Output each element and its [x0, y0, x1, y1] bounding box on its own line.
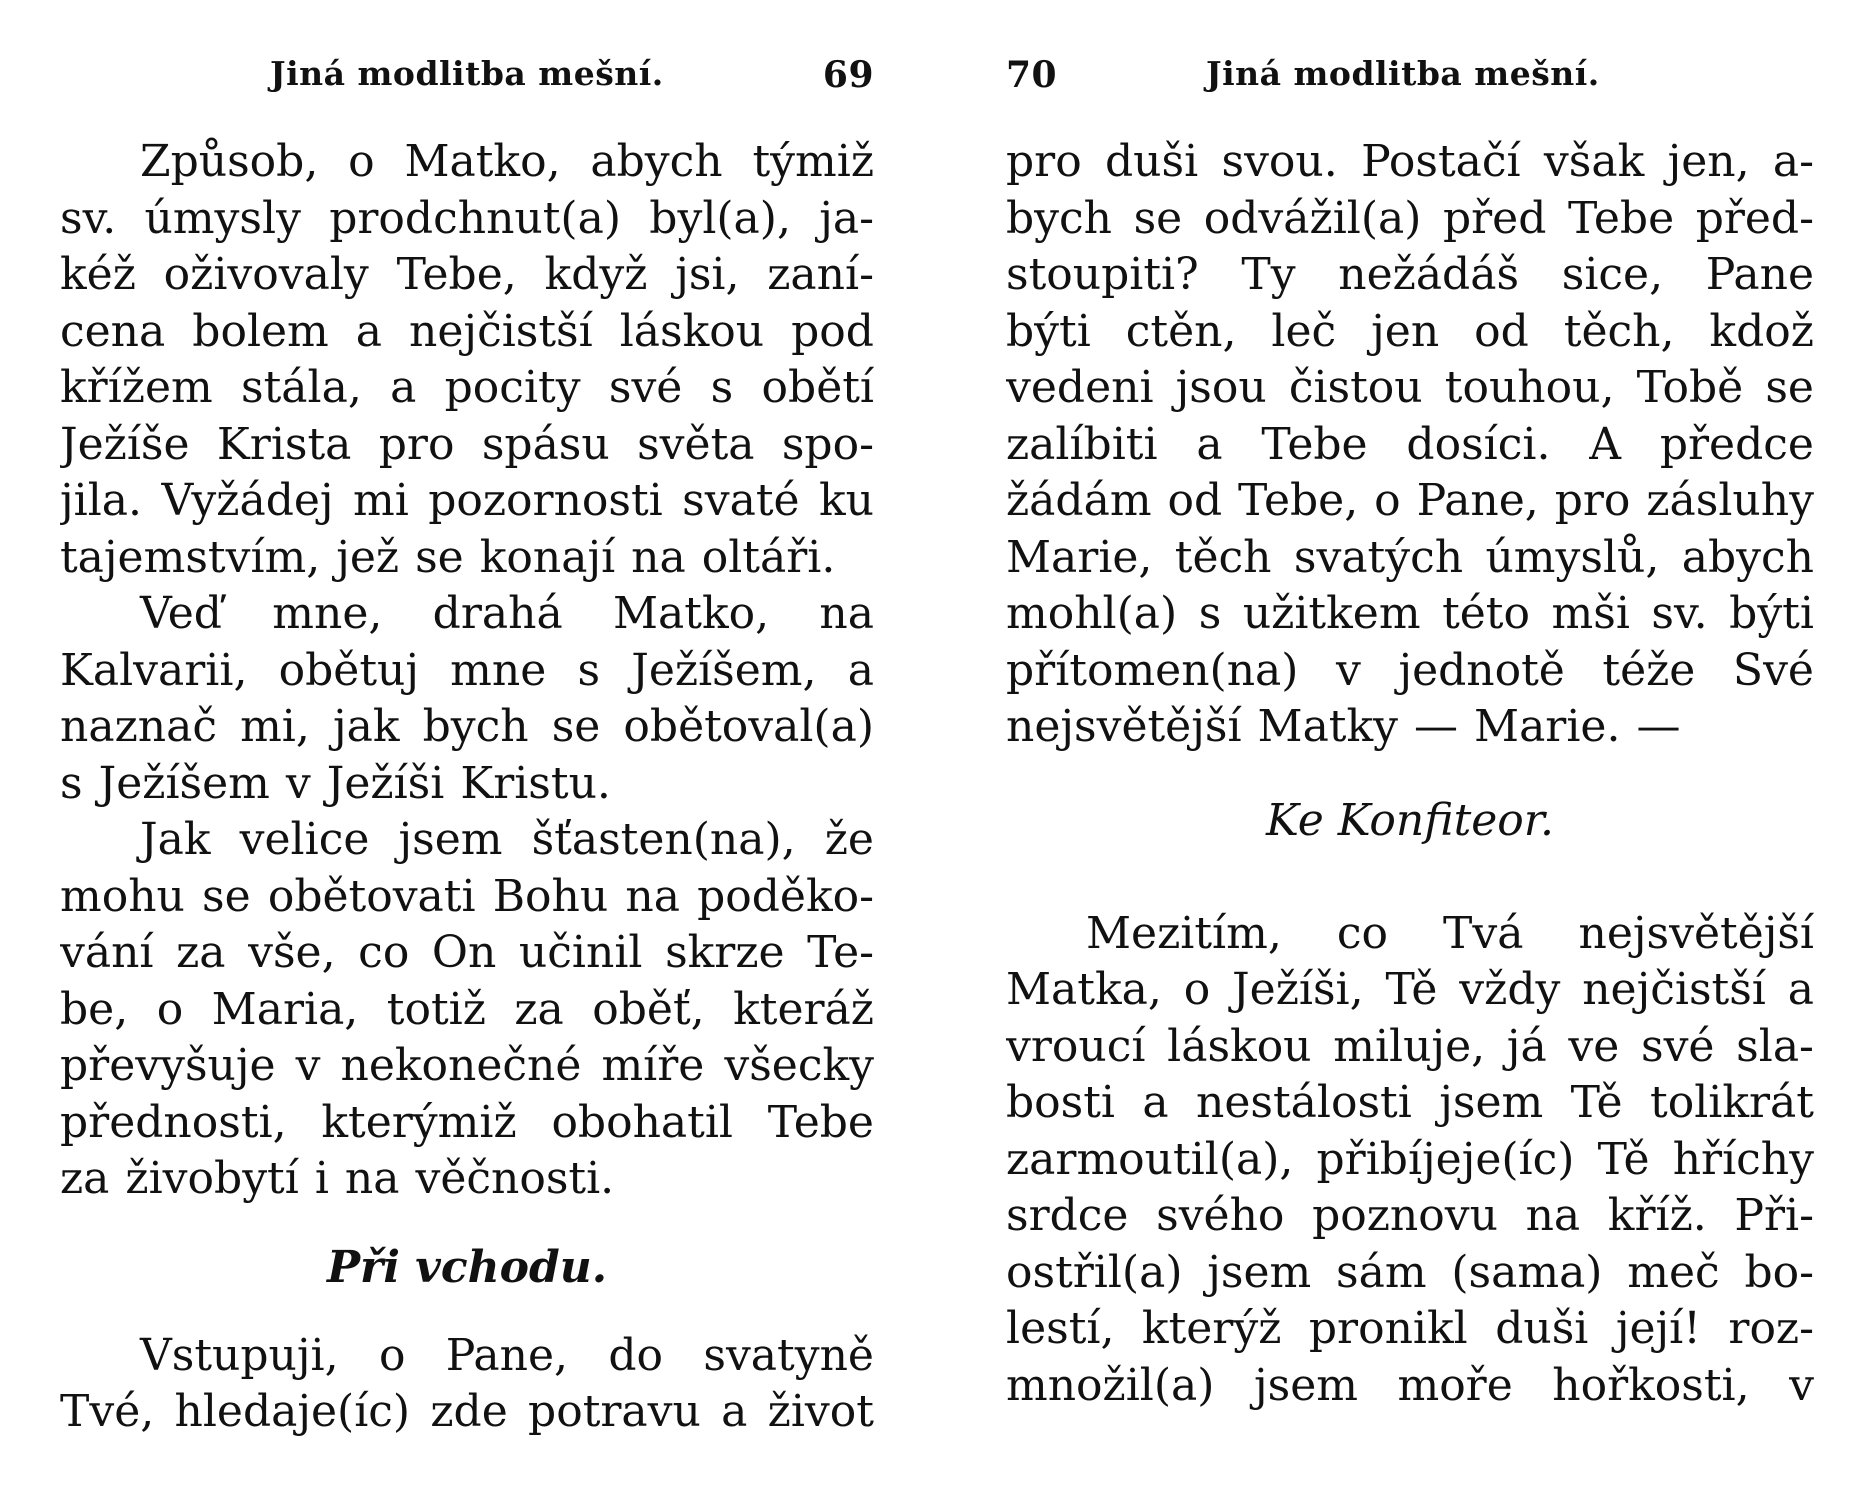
page-body: [60, 134, 874, 1441]
text-line: cena bolem a nejčistší láskou pod: [60, 305, 874, 357]
text-line: bych se odvážil(a) před Tebe před-: [1006, 192, 1814, 244]
text-line: stoupiti? Ty nežádáš sice, Pane: [1006, 249, 1814, 300]
text-line: kéž oživovaly Tebe, když jsi, zaní-: [60, 249, 874, 300]
text-line: lestí, kterýž pronikl duši její! roz-: [1006, 1303, 1814, 1354]
section-heading: Ke Konfiteor.: [1266, 794, 1554, 846]
paragraph: [1006, 906, 1814, 1415]
text-line: pro duši svou. Postačí však jen, a-: [1006, 136, 1814, 187]
text-line: naznač mi, jak bych se obětoval(a): [60, 701, 874, 752]
paragraph: [60, 1328, 874, 1441]
section-heading: Při vchodu.: [326, 1241, 608, 1293]
text-line: vedeni jsou čistou touhou, Tobě se: [1006, 362, 1814, 413]
text-line: křížem stála, a pocity své s obětí: [60, 362, 874, 413]
text-line: Ježíše Krista pro spásu světa spo-: [60, 418, 874, 470]
text-line: sv. úmysly prodchnut(a) byl(a), ja-: [60, 192, 874, 244]
running-header: [1006, 48, 1814, 98]
text-line: tajemstvím, jež se konají na oltáři.: [60, 531, 836, 583]
paragraph: [1006, 134, 1814, 756]
text-line: nejsvětější Matky — Marie. —: [1006, 701, 1681, 752]
text-line: žádám od Tebe, o Pane, pro zásluhy: [1006, 475, 1814, 526]
text-line: Vstupuji, o Pane, do svatyně: [140, 1329, 874, 1381]
text-line: množil(a) jsem moře hořkosti, v: [1006, 1359, 1814, 1411]
text-line: přítomen(na) v jednotě téže Své: [1006, 644, 1814, 696]
text-line: jila. Vyžádej mi pozornosti svaté ku: [60, 475, 874, 526]
text-line: býti ctěn, leč jen od těch, kdož: [1006, 305, 1814, 357]
text-line: bosti a nestálosti jsem Tě tolikrát: [1006, 1077, 1814, 1128]
text-line: Jak velice jsem šťasten(na), že: [140, 814, 874, 865]
text-line: Matka, o Ježíši, Tě vždy nejčistší a: [1006, 964, 1814, 1015]
page-body: [1006, 134, 1814, 1414]
text-line: be, o Maria, totiž za oběť, kteráž: [60, 983, 874, 1035]
text-line: Tvé, hledaje(íc) zde potravu a život: [60, 1386, 874, 1437]
text-line: převyšuje v nekonečné míře všecky: [60, 1040, 874, 1091]
text-line: ostřil(a) jsem sám (sama) meč bo-: [1006, 1246, 1814, 1298]
text-line: srdce svého poznovu na kříž. Při-: [1006, 1190, 1814, 1241]
paragraph: [60, 586, 874, 812]
paragraph: [60, 134, 874, 586]
text-line: zarmoutil(a), přibíjeje(íc) Tě hříchy: [1006, 1133, 1814, 1185]
text-line: Veď mne, drahá Matko, na: [140, 588, 874, 639]
running-header: [60, 48, 874, 98]
text-line: vání za vše, co On učinil skrze Te-: [60, 927, 874, 978]
text-line: zalíbiti a Tebe dosíci. A předce: [1006, 418, 1814, 470]
header-title: Jiná modlitba mešní.: [1206, 54, 1600, 93]
header-title: Jiná modlitba mešní.: [270, 54, 664, 93]
text-line: Způsob, o Matko, abych týmiž: [140, 136, 874, 187]
page-number: 70: [1006, 54, 1058, 96]
text-line: přednosti, kterýmiž obohatil Tebe: [60, 1096, 874, 1148]
text-line: mohl(a) s užitkem této mši sv. býti: [1006, 588, 1814, 639]
page-number: 69: [822, 54, 874, 96]
text-line: mohu se obětovati Bohu na poděko-: [60, 870, 874, 922]
right-page: [1006, 0, 1814, 1500]
text-line: Kalvarii, obětuj mne s Ježíšem, a: [60, 644, 874, 696]
text-line: za živobytí i na věčnosti.: [60, 1153, 615, 1204]
text-line: Marie, těch svatých úmyslů, abych: [1006, 531, 1814, 583]
text-line: Mezitím, co Tvá nejsvětější: [1086, 907, 1814, 959]
paragraph: [60, 812, 874, 1208]
left-page: [60, 0, 874, 1500]
text-line: s Ježíšem v Ježíši Kristu.: [60, 757, 611, 809]
text-line: vroucí láskou miluje, já ve své sla-: [1006, 1020, 1814, 1072]
